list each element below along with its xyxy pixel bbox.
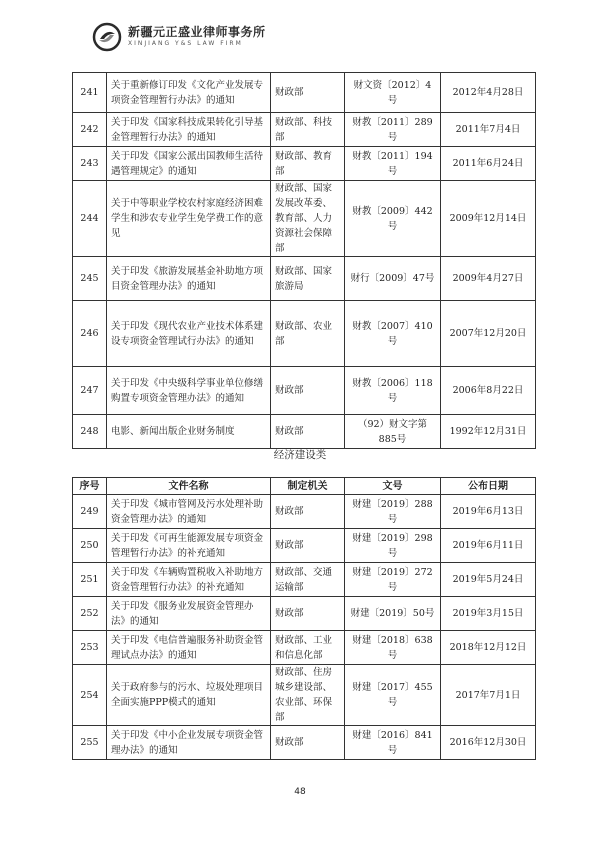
- header-date: 公布日期: [441, 478, 536, 495]
- publish-date: 2012年4月28日: [441, 73, 536, 113]
- document-name: 关于印发《国家公派出国教师生活待遇管理规定》的通知: [107, 147, 271, 181]
- header-name: 文件名称: [107, 478, 271, 495]
- document-number: 财文资〔2012〕4号: [345, 73, 441, 113]
- document-name: 电影、新闻出版企业财务制度: [107, 415, 271, 449]
- section-title: 经济建设类: [273, 449, 327, 461]
- document-name: 关于印发《中央级科学事业单位修缮购置专项资金管理办法》的通知: [107, 367, 271, 415]
- table-row: [73, 415, 536, 449]
- issuing-authority: 财政部、交通运输部: [271, 563, 345, 597]
- row-number: 241: [73, 73, 107, 113]
- firm-name-en: XINJIANG Y&S LAW FIRM: [128, 40, 243, 47]
- table-row: [73, 563, 536, 597]
- row-number: 254: [73, 665, 107, 726]
- header-org: 制定机关: [271, 478, 345, 495]
- publish-date: 2016年12月30日: [441, 726, 536, 760]
- economic-construction-table: [72, 477, 536, 760]
- row-number: 246: [73, 301, 107, 367]
- table-row: [73, 726, 536, 760]
- issuing-authority: 财政部、教育部: [271, 147, 345, 181]
- document-name: 关于政府参与的污水、垃圾处理项目全面实施PPP模式的通知: [107, 665, 271, 726]
- publish-date: 2006年8月22日: [441, 367, 536, 415]
- document-number: 财建〔2019〕272号: [345, 563, 441, 597]
- table-row: [73, 631, 536, 665]
- publish-date: 2017年7月1日: [441, 665, 536, 726]
- publish-date: 2009年4月27日: [441, 257, 536, 301]
- document-number: 财教〔2011〕289号: [345, 113, 441, 147]
- issuing-authority: 财政部、住房城乡建设部、农业部、环保部: [271, 665, 345, 726]
- document-name: 关于印发《电信普遍服务补助资金管理试点办法》的通知: [107, 631, 271, 665]
- publish-date: 2018年12月12日: [441, 631, 536, 665]
- document-number: 财教〔2006〕118号: [345, 367, 441, 415]
- row-number: 250: [73, 529, 107, 563]
- row-number: 247: [73, 367, 107, 415]
- document-name: 关于印发《现代农业产业技术体系建设专项资金管理试行办法》的通知: [107, 301, 271, 367]
- table-row: [73, 73, 536, 113]
- publish-date: 2011年7月4日: [441, 113, 536, 147]
- publish-date: 2019年6月11日: [441, 529, 536, 563]
- table-row: [73, 529, 536, 563]
- document-number: 财教〔2011〕194号: [345, 147, 441, 181]
- document-name: 关于印发《城市管网及污水处理补助资金管理办法》的通知: [107, 495, 271, 529]
- document-name: 关于印发《车辆购置税收入补助地方资金管理暂行办法》的补充通知: [107, 563, 271, 597]
- issuing-authority: 财政部: [271, 495, 345, 529]
- table-row: [73, 257, 536, 301]
- document-name: 关于印发《国家科技成果转化引导基金管理暂行办法》的通知: [107, 113, 271, 147]
- issuing-authority: 财政部: [271, 726, 345, 760]
- document-name: 关于印发《服务业发展资金管理办法》的通知: [107, 597, 271, 631]
- issuing-authority: 财政部、国家发展改革委、教育部、人力资源社会保障部: [271, 181, 345, 257]
- table-row: [73, 367, 536, 415]
- table-row: [73, 495, 536, 529]
- document-name: 关于中等职业学校农村家庭经济困难学生和涉农专业学生免学费工作的意见: [107, 181, 271, 257]
- issuing-authority: 财政部、农业部: [271, 301, 345, 367]
- document-name: 关于重新修订印发《文化产业发展专项资金管理暂行办法》的通知: [107, 73, 271, 113]
- issuing-authority: 财政部: [271, 367, 345, 415]
- table-header-row: [73, 478, 536, 495]
- document-number: 财建〔2018〕638号: [345, 631, 441, 665]
- issuing-authority: 财政部: [271, 415, 345, 449]
- header-doc: 文号: [345, 478, 441, 495]
- publish-date: 2007年12月20日: [441, 301, 536, 367]
- row-number: 255: [73, 726, 107, 760]
- document-number: 财教〔2007〕410号: [345, 301, 441, 367]
- row-number: 252: [73, 597, 107, 631]
- issuing-authority: 财政部: [271, 529, 345, 563]
- regulations-table-continued: [72, 72, 536, 449]
- table-row: [73, 147, 536, 181]
- issuing-authority: 财政部、科技部: [271, 113, 345, 147]
- table-row: [73, 181, 536, 257]
- document-number: 财建〔2019〕288号: [345, 495, 441, 529]
- table-row: [73, 665, 536, 726]
- publish-date: 2011年6月24日: [441, 147, 536, 181]
- publish-date: 2019年3月15日: [441, 597, 536, 631]
- issuing-authority: 财政部、国家旅游局: [271, 257, 345, 301]
- document-number: 财行〔2009〕47号: [345, 257, 441, 301]
- firm-name-cn: 新疆元正盛业律师事务所: [128, 25, 266, 39]
- issuing-authority: 财政部: [271, 73, 345, 113]
- row-number: 244: [73, 181, 107, 257]
- table-row: [73, 301, 536, 367]
- firm-logo-icon: [92, 22, 122, 52]
- document-number: 财建〔2017〕455号: [345, 665, 441, 726]
- document-number: 财建〔2019〕50号: [345, 597, 441, 631]
- document-name: 关于印发《旅游发展基金补助地方项目资金管理办法》的通知: [107, 257, 271, 301]
- row-number: 251: [73, 563, 107, 597]
- header: [92, 20, 292, 54]
- document-name: 关于印发《中小企业发展专项资金管理办法》的通知: [107, 726, 271, 760]
- issuing-authority: 财政部: [271, 597, 345, 631]
- row-number: 249: [73, 495, 107, 529]
- row-number: 248: [73, 415, 107, 449]
- row-number: 253: [73, 631, 107, 665]
- page-number: 48: [294, 787, 306, 797]
- issuing-authority: 财政部、工业和信息化部: [271, 631, 345, 665]
- document-number: （92）财文字第885号: [345, 415, 441, 449]
- table-row: [73, 597, 536, 631]
- row-number: 245: [73, 257, 107, 301]
- table-row: [73, 113, 536, 147]
- publish-date: 1992年12月31日: [441, 415, 536, 449]
- publish-date: 2019年6月13日: [441, 495, 536, 529]
- document-number: 财建〔2019〕298号: [345, 529, 441, 563]
- document-number: 财教〔2009〕442号: [345, 181, 441, 257]
- publish-date: 2009年12月14日: [441, 181, 536, 257]
- row-number: 242: [73, 113, 107, 147]
- header-no: 序号: [73, 478, 107, 495]
- publish-date: 2019年5月24日: [441, 563, 536, 597]
- document-number: 财建〔2016〕841号: [345, 726, 441, 760]
- document-name: 关于印发《可再生能源发展专项资金管理暂行办法》的补充通知: [107, 529, 271, 563]
- row-number: 243: [73, 147, 107, 181]
